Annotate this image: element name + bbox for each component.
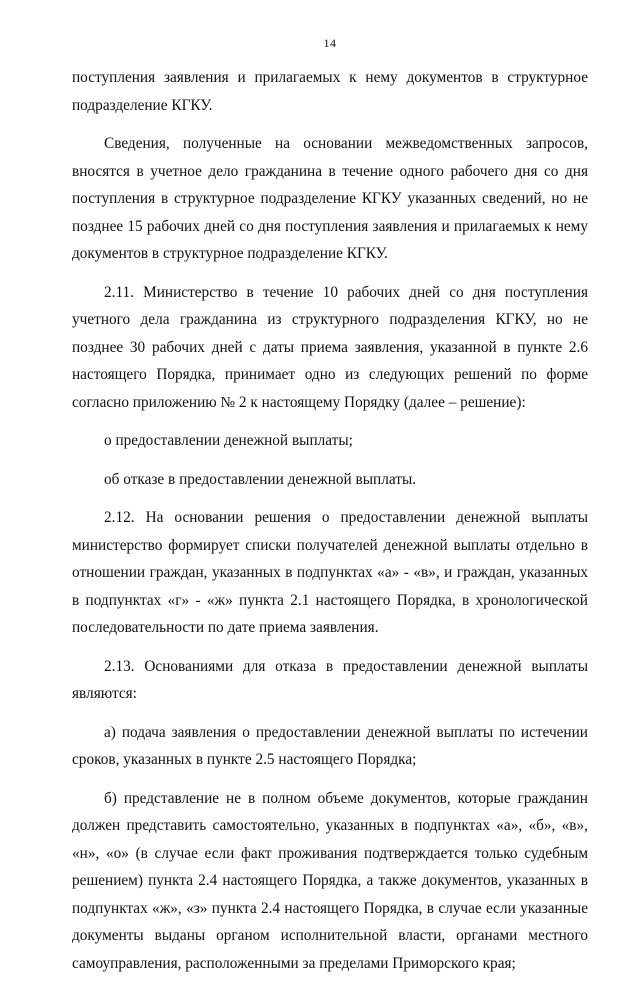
paragraph-2-13-b: б) представление не в полном объеме документов, которые гражданин должен представить самостоятельно, указанных в подпунктах «а», «б», «в», «н», «о» (в случае если факт проживания подтверждается только судебным решением) пункта 2.4 настоящего Порядка, а также документов, указанных в подпунктах «ж», «з» пункта 2.4 настоящего Порядка, в случае если указанные документы выданы органом исполнительной власти, органами местного самоуправления, расположенными за пределами Приморского края; [72,789,588,972]
document-page [72,0,588,972]
paragraph-continuation: поступления заявления и прилагаемых к нему документов в структурное подразделение КГКУ. [72,69,588,114]
document-body [72,64,588,988]
paragraph-decision-grant: о предоставлении денежной выплаты; [104,432,353,449]
paragraph-2-13: 2.13. Основаниями для отказа в предоставлении денежной выплаты являются: [72,657,588,702]
page-number: 14 [323,36,337,50]
paragraph-interagency-info: Сведения, полученные на основании межведомственных запросов, вносятся в учетное дело гражданина в течение одного рабочего дня со дня поступления в структурное подразделение КГКУ указанных сведений, но не позднее 15 рабочих дней со дня поступления заявления и прилагаемых к нему документов в структурное подразделение КГКУ. [72,135,588,262]
paragraph-2-12: 2.12. На основании решения о предоставлении денежной выплаты министерство формирует списки получателей денежной выплаты отдельно в отношении граждан, указанных в подпунктах «а» - «в», и граждан, указанных в подпунктах «г» - «ж» пункта 2.1 настоящего Порядка, в хронологической последовательности по дате приема заявления. [72,509,588,636]
paragraph-2-13-a: а) подача заявления о предоставлении денежной выплаты по истечении сроков, указанных в пункте 2.5 настоящего Порядка; [72,723,588,768]
paragraph-decision-refuse: об отказе в предоставлении денежной выплаты. [104,470,417,488]
paragraph-2-11: 2.11. Министерство в течение 10 рабочих дней со дня поступления учетного дела гражданина из структурного подразделения КГКУ, но не позднее 30 рабочих дней с даты приема заявления, указанной в пункте 2.6 настоящего Порядка, принимает одно из следующих решений по форме согласно приложению № 2 к настоящему Порядку (далее – решение): [72,283,588,411]
